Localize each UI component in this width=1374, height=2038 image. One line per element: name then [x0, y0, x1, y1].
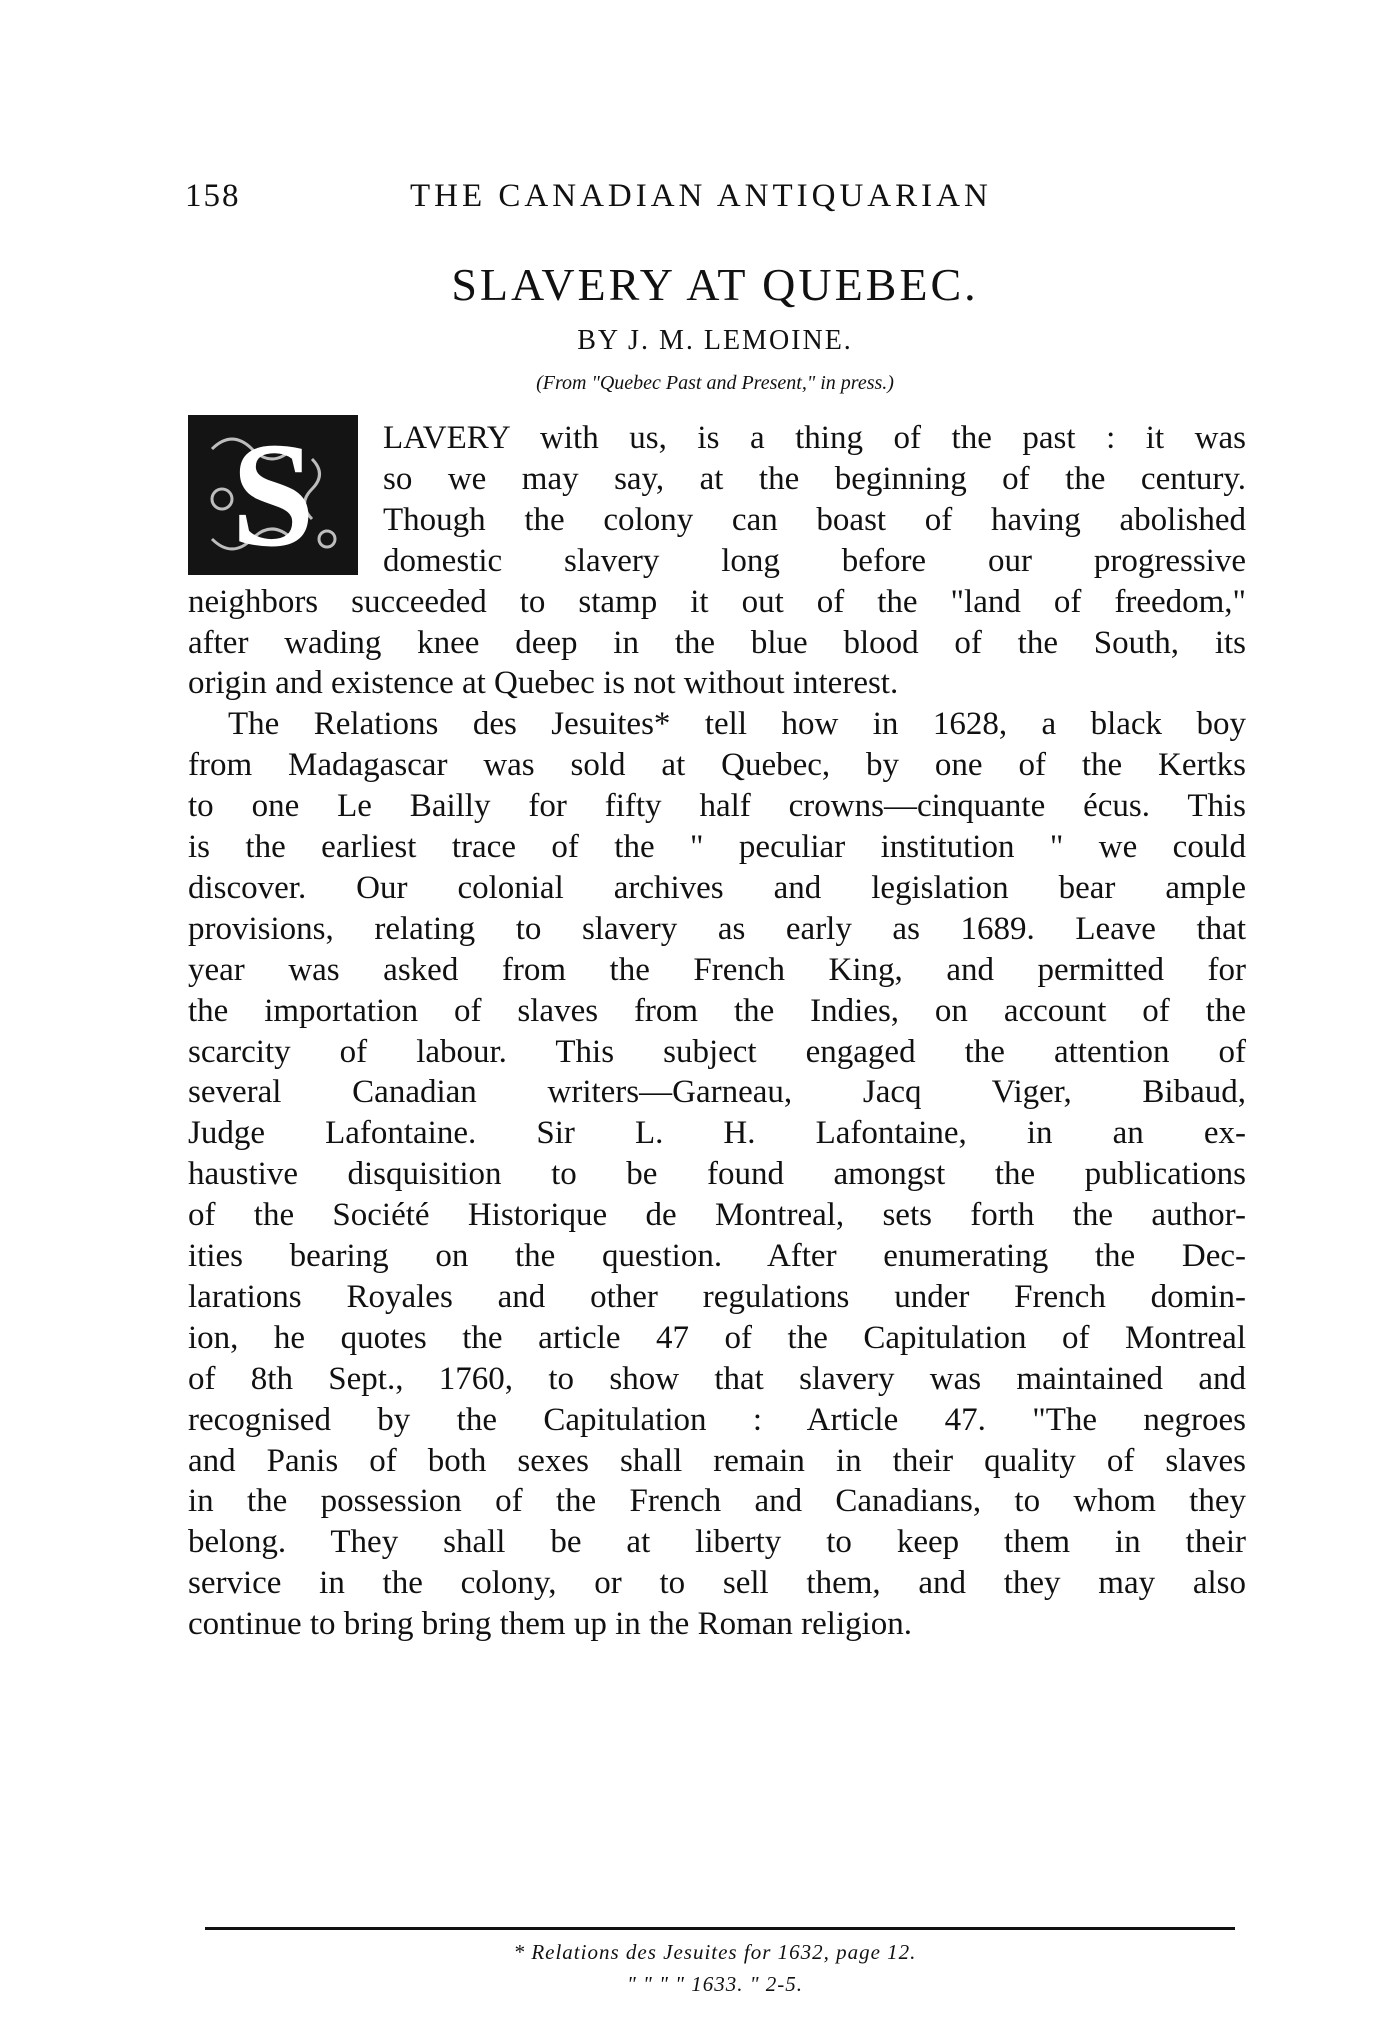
text-line: ities bearing on the question. After enumerating the Dec- [188, 1238, 1246, 1274]
footnote-rule [205, 1927, 1235, 1930]
source-note: (From "Quebec Past and Present," in press.) [536, 372, 894, 394]
text-line: origin and existence at Quebec is not without interest. [188, 665, 899, 701]
text-line: continue to bring bring them up in the Roman religion. [188, 1606, 913, 1642]
text-line: domestic slavery long before our progressive [383, 543, 1246, 579]
footnote-1: * Relations des Jesuites for 1632, page 12. [513, 1940, 917, 1964]
text-line: service in the colony, or to sell them, and they may also [188, 1565, 1246, 1601]
text-line: larations Royales and other regulations under French domin- [188, 1279, 1246, 1315]
running-head: THE CANADIAN ANTIQUARIAN [410, 178, 992, 214]
text-line: neighbors succeeded to stamp it out of the "land of freedom," [188, 584, 1246, 620]
text-line: is the earliest trace of the " peculiar institution " we could [188, 829, 1246, 865]
drop-cap [188, 412, 358, 578]
text-line: provisions, relating to slavery as early as 1689. Leave that [188, 911, 1246, 947]
text-line: belong. They shall be at liberty to keep them in their [188, 1524, 1246, 1560]
text-line: haustive disquisition to be found amongst the publications [188, 1156, 1246, 1192]
text-line: the importation of slaves from the Indies, on account of the [188, 993, 1246, 1029]
text-line: of 8th Sept., 1760, to show that slavery was maintained and [188, 1361, 1246, 1397]
text-line: so we may say, at the beginning of the century. [383, 461, 1246, 497]
text-line: The Relations des Jesuites* tell how in 1628, a black boy [228, 706, 1246, 742]
text-line: several Canadian writers—Garneau, Jacq Viger, Bibaud, [188, 1074, 1246, 1110]
text-line: in the possession of the French and Canadians, to whom they [188, 1483, 1246, 1519]
text-line: recognised by the Capitulation : Article 47. "The negroes [188, 1402, 1246, 1438]
text-line: and Panis of both sexes shall remain in their quality of slaves [188, 1443, 1246, 1479]
page-number: 158 [185, 178, 241, 214]
text-line: from Madagascar was sold at Quebec, by one of the Kertks [188, 747, 1246, 783]
text-line: scarcity of labour. This subject engaged the attention of [188, 1034, 1246, 1070]
article-byline: BY J. M. LEMOINE. [577, 325, 853, 356]
page-header [185, 178, 1245, 228]
footnote-2: " " " " 1633. " 2-5. [626, 1972, 804, 1996]
text-line: Judge Lafontaine. Sir L. H. Lafontaine, in an ex- [188, 1115, 1246, 1151]
text-line: LAVERY with us, is a thing of the past : it was [383, 420, 1246, 456]
text-line: ion, he quotes the article 47 of the Capitulation of Montreal [188, 1320, 1246, 1356]
drop-cap-letter: S [231, 412, 315, 578]
text-line: of the Société Historique de Montreal, sets forth the author- [188, 1197, 1246, 1233]
article-title: SLAVERY AT QUEBEC. [451, 259, 979, 310]
text-line: after wading knee deep in the blue blood of the South, its [188, 625, 1246, 661]
text-line: Though the colony can boast of having abolished [383, 502, 1246, 538]
text-line: to one Le Bailly for fifty half crowns—cinquante écus. This [188, 788, 1246, 824]
text-line: year was asked from the French King, and permitted for [188, 952, 1246, 988]
text-line: discover. Our colonial archives and legislation bear ample [188, 870, 1246, 906]
